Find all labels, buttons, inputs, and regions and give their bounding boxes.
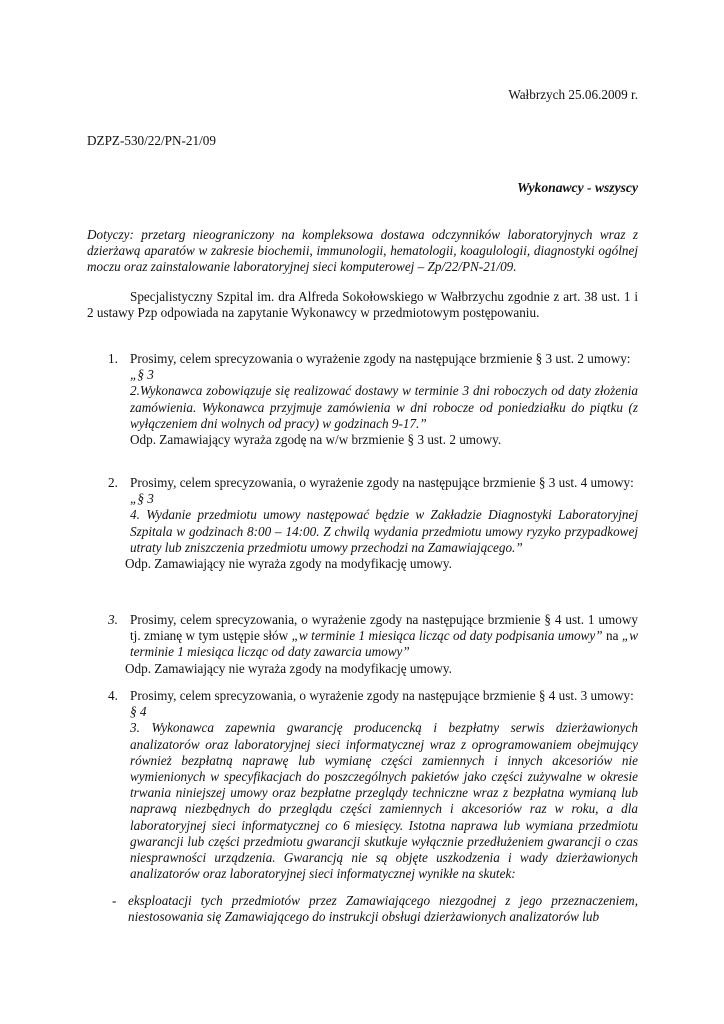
- document-date: Wałbrzych 25.06.2009 r.: [508, 87, 638, 102]
- intro-paragraph: Specjalistyczny Szpital im. dra Alfreda Sokołowskiego w Wałbrzychu zgodnie z art. 38 ust. 1 i 2 ustawy Pzp odpowiada na zapytanie Wykonawcy w przedmiotowym postępowaniu.: [87, 289, 638, 321]
- question-item-1: [108, 351, 638, 448]
- reference-number: DZPZ-530/22/PN-21/09: [87, 133, 216, 148]
- question-text: Prosimy, celem sprecyzowania o wyrażenie zgody na następujące brzmienie § 3 ust. 2 umowy:: [130, 351, 631, 366]
- item-number: 4.: [108, 688, 118, 703]
- answer-text: Odp. Zamawiający nie wyraża zgody na modyfikację umowy.: [125, 556, 452, 572]
- quote-heading: „§ 3: [130, 491, 154, 507]
- question-mid: na: [602, 628, 622, 644]
- question-start: Prosimy, celem sprecyzowania, o wyrażenie zgody na następujące brzmienie § 4 ust. 1 umowy tj. zmianę w tym ustępie słów: [130, 612, 638, 644]
- quote-heading: § 4: [130, 704, 147, 720]
- subject-paragraph: Dotyczy: przetarg nieograniczony na kompleksowa dostawa odczynników laboratoryjnych wraz z dzierżawą aparatów w zakresie biochemii, immunologii, hematologii, koagulologii, diagnostyki ogólnej moczu oraz zainstalowanie laboratoryjnej sieci komputerowej – Zp/22/PN-21/09.: [87, 227, 638, 275]
- answer-text: Odp. Zamawiający nie wyraża zgody na modyfikację umowy.: [125, 660, 452, 676]
- quoted-phrase-original: „w terminie 1 miesiąca licząc od daty podpisania umowy”: [291, 628, 603, 644]
- exclusion-text: eksploatacji tych przedmiotów przez Zamawiającego niezgodnej z jego przeznaczeniem, niestosowania się Zamawiającego do instrukcji obsługi dzierżawionych analizatorów lub: [128, 893, 638, 925]
- question-text: Prosimy, celem sprecyzowania, o wyrażenie zgody na następujące brzmienie § 3 ust. 4 umowy:: [130, 475, 634, 490]
- quoted-clause: 2.Wykonawca zobowiązuje się realizować dostawy w terminie 3 dni roboczych od daty złożenia zamówienia. Wykonawca przyjmuje zamówienia w dni robocze od poniedziałku do piątku (z wyłączeniem dni wolnych od pracy) w godzinach 9-17.”: [130, 383, 638, 431]
- exclusion-list-item: [112, 893, 638, 925]
- question-item-4: [108, 688, 638, 882]
- answer-text: Odp. Zamawiający wyraża zgodę na w/w brzmienie § 3 ust. 2 umowy.: [130, 432, 502, 448]
- quoted-clause: 4. Wydanie przedmiotu umowy następować będzie w Zakładzie Diagnostyki Laboratoryjnej Szpitala w godzinach 8:00 – 14:00. Z chwilą wydania przedmiotu umowy ryzyko przypadkowej utraty lub zniszczenia przedmiotu umowy przechodzi na Zamawiającego.”: [130, 507, 638, 555]
- dash-bullet: -: [112, 893, 117, 908]
- question-item-2: [108, 475, 638, 572]
- quoted-clause: 3. Wykonawca zapewnia gwarancję producencką i bezpłatny serwis dzierżawionych analizatorów oraz laboratoryjnej sieci informatycznej wraz z oprogramowaniem obejmujący również bezpłatną naprawę lub wymianę części zamiennych i innych akcesoriów nie wymienionych w specyfikacjach do poszczególnych pakietów jako części zużywalne w okresie trwania niniejszej umowy oraz bezpłatne przeglądy techniczne wraz z bezpłatna wymianą lub naprawą niezbędnych do przeglądu części zamiennych i akcesoriów raz w roku, a dla laboratoryjnej sieci informatycznej co 6 miesięcy. Istotna naprawa lub wymiana przedmiotu gwarancji lub części przedmiotu gwarancji skutkuje wyłącznie przedłużeniem gwarancji o czas niesprawności urządzenia. Gwarancją nie są objęte uszkodzenia i wady dzierżawionych analizatorów oraz laboratoryjnej sieci informatycznej wynikłe na skutek:: [130, 720, 638, 882]
- item-number: 2.: [108, 475, 118, 490]
- question-text: Prosimy, celem sprecyzowania, o wyrażenie zgody na następujące brzmienie § 4 ust. 3 umowy:: [130, 688, 634, 703]
- question-item-3: [108, 612, 638, 677]
- item-number: 1.: [108, 351, 118, 366]
- addressee: Wykonawcy - wszyscy: [517, 180, 638, 195]
- question-text: [130, 612, 638, 661]
- quote-heading: „§ 3: [130, 367, 154, 383]
- quoted-phrase-proposed: „w terminie 1 miesiąca licząc od daty zawarcia umowy”: [130, 628, 638, 660]
- item-number: 3.: [108, 612, 118, 627]
